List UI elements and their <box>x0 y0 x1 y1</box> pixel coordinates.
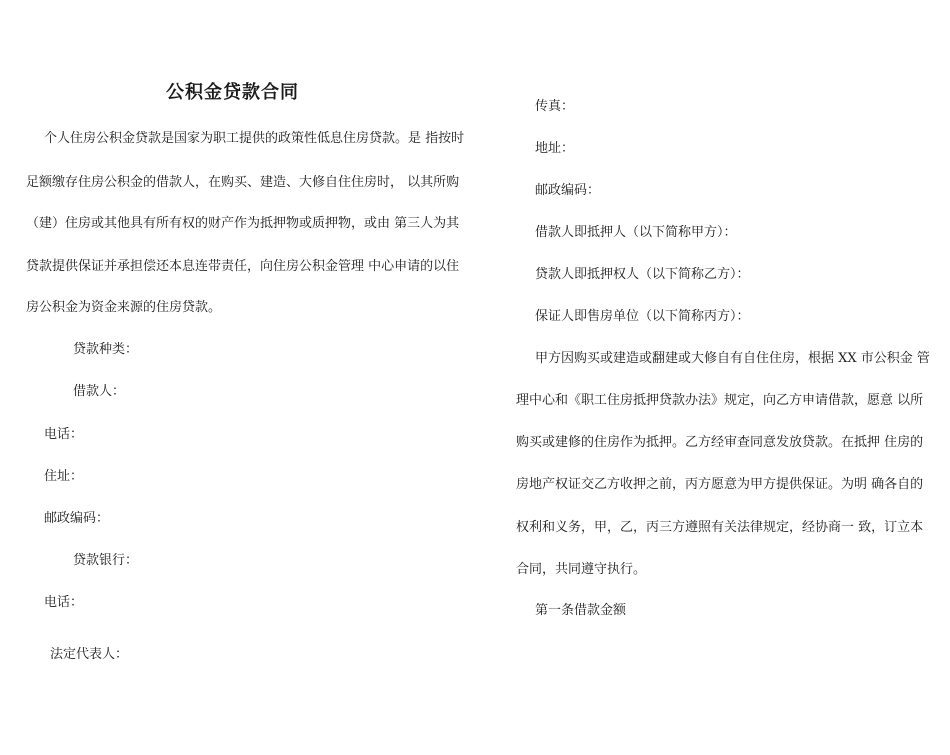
borrower-label: 借款人： <box>73 384 126 399</box>
phone-label-2: 电话： <box>44 595 84 610</box>
intro-line: 足额缴存住房公积金的借款人，在购买、建造、大修自住住房时， 以其所购 <box>26 175 460 190</box>
agreement-line: 合同，共同遵守执行。 <box>516 562 647 577</box>
lender-bank-label: 贷款银行： <box>73 553 139 568</box>
fax-label: 传真： <box>535 99 575 114</box>
loan-type-label: 贷款种类： <box>73 342 139 357</box>
party-b-label: 贷款人即抵押权人（以下简称乙方）： <box>535 267 750 282</box>
address-label: 住址： <box>44 469 84 484</box>
intro-line: 贷款提供保证并承担偿还本息连带责任，向住房公积金管理 中心申请的以住 <box>26 259 460 274</box>
agreement-line: 甲方因购买或建造或翻建或大修自有自住住房，根据 XX 市公积金 管 <box>535 351 930 366</box>
document-title: 公积金贷款合同 <box>166 82 299 103</box>
legal-rep-label: 法定代表人： <box>50 647 129 662</box>
party-c-label: 保证人即售房单位（以下简称丙方）： <box>535 309 750 324</box>
agreement-line: 购买或建修的住房作为抵押。乙方经审查同意发放贷款。在抵押 住房的 <box>516 435 924 450</box>
right-address-label: 地址： <box>535 141 575 156</box>
intro-line: 房公积金为资金来源的住房贷款。 <box>26 300 222 315</box>
article-1-heading: 第一条借款金额 <box>535 603 627 618</box>
agreement-line: 房地产权证交乙方收押之前，丙方愿意为甲方提供保证。为明 确各自的 <box>516 477 924 492</box>
party-a-label: 借款人即抵押人（以下简称甲方）： <box>535 225 737 240</box>
phone-label: 电话： <box>44 427 84 442</box>
postcode-label: 邮政编码： <box>44 511 110 526</box>
intro-line: （建）住房或其他具有所有权的财产作为抵押物或质押物，或由 第三人为其 <box>26 216 460 231</box>
agreement-line: 理中心和《职工住房抵押贷款办法》规定，向乙方申请借款，愿意 以所 <box>516 393 924 408</box>
right-postcode-label: 邮政编码： <box>535 183 601 198</box>
agreement-line: 权利和义务，甲，乙，丙三方遵照有关法律规定，经协商一 致，订立本 <box>516 520 924 535</box>
intro-line: 个人住房公积金贷款是国家为职工提供的政策性低息住房贷款。是 指按时 <box>44 131 465 146</box>
